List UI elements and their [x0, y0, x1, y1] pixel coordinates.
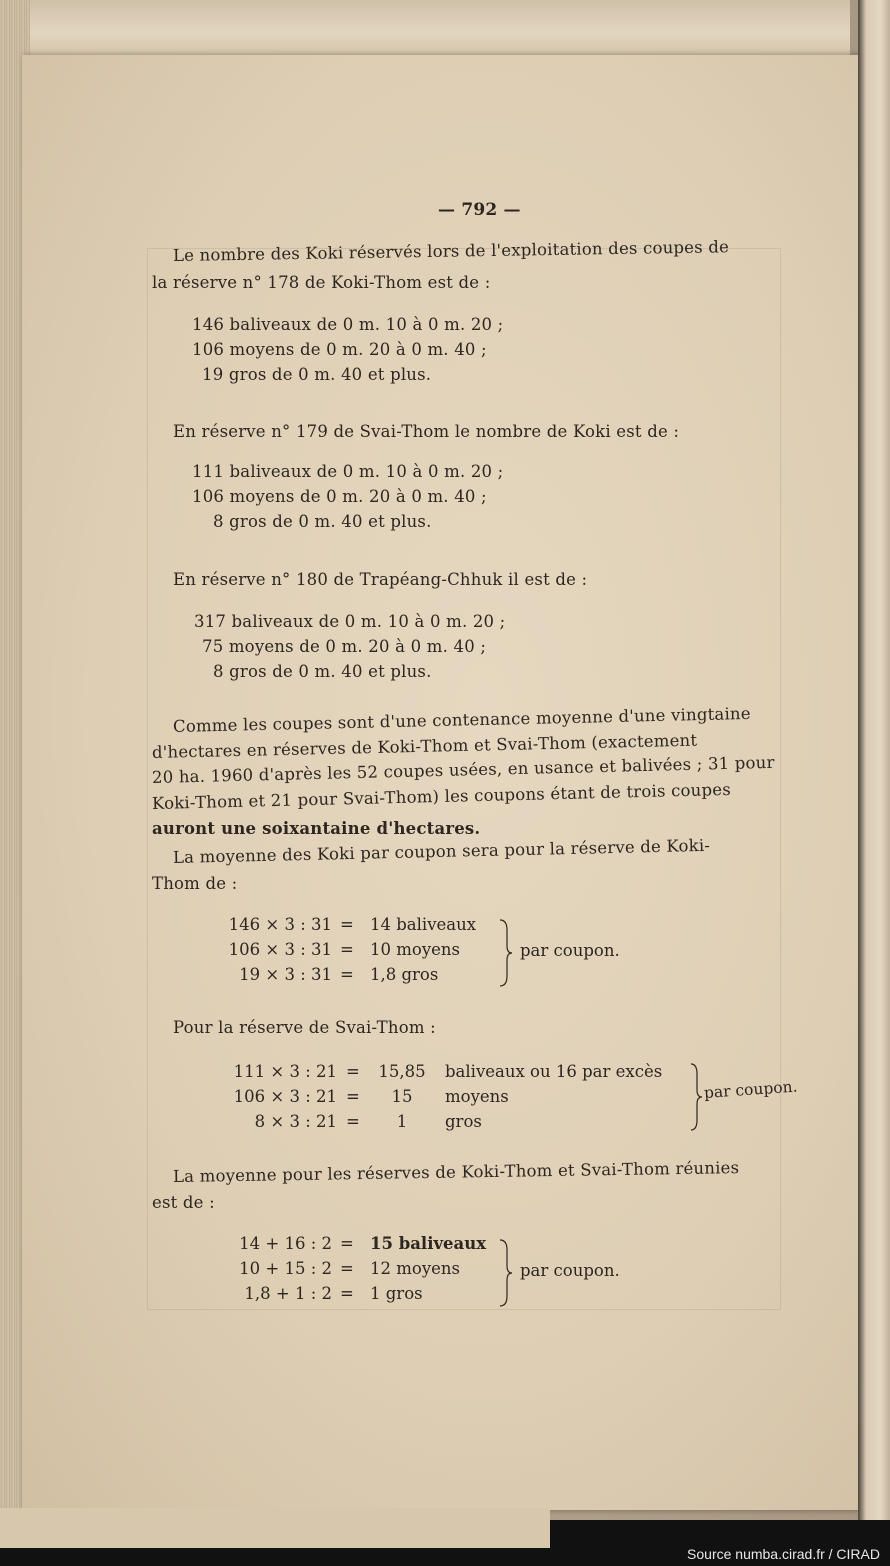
calc-2-expr-2: 106 × 3 : 21: [233, 1087, 337, 1106]
list-3-item-2: 75 moyens de 0 m. 20 à 0 m. 40 ;: [202, 637, 487, 656]
paragraph-5-line-1: La moyenne des Koki par coupon sera pour la réserve de Koki-: [172, 835, 711, 867]
book-top-edge: [0, 0, 850, 55]
calc-3-expr-1: 14 + 16 : 2: [239, 1234, 332, 1253]
brace-icon: [496, 1238, 514, 1308]
calc-2-eq-3: =: [346, 1112, 360, 1131]
calc-3-eq-2: =: [340, 1259, 354, 1278]
list-1-item-2: 106 moyens de 0 m. 20 à 0 m. 40 ;: [192, 340, 487, 359]
calc-1-result-1: 14 baliveaux: [370, 915, 477, 934]
list-3-item-1: 317 baliveaux de 0 m. 10 à 0 m. 20 ;: [194, 612, 506, 631]
calc-1-eq-3: =: [340, 965, 354, 984]
list-2-item-3: 8 gros de 0 m. 40 et plus.: [213, 512, 432, 531]
calc-1-result-3: 1,8 gros: [370, 965, 439, 984]
calc-3-result-1: 15 baliveaux: [370, 1234, 487, 1253]
calc-1-eq-1: =: [340, 915, 354, 934]
calc-1-suffix: par coupon.: [520, 941, 620, 960]
paragraph-5-line-2: Thom de :: [152, 874, 238, 893]
list-1-item-3: 19 gros de 0 m. 40 et plus.: [202, 365, 432, 384]
bottom-page-edge: [0, 1508, 550, 1548]
book-spine-gutter: [858, 0, 890, 1520]
calc-2-expr-3: 8 × 3 : 21: [254, 1112, 337, 1131]
calc-3-result-3: 1 gros: [370, 1284, 423, 1303]
calc-2-value-1: 15,85: [378, 1062, 426, 1081]
list-2-item-1: 111 baliveaux de 0 m. 10 à 0 m. 20 ;: [192, 462, 504, 481]
calc-2-expr-1: 111 × 3 : 21: [233, 1062, 337, 1081]
calc-2-label-2: moyens: [445, 1087, 509, 1106]
calc-1-eq-2: =: [340, 940, 354, 959]
calc-2-eq-1: =: [346, 1062, 360, 1081]
brace-icon: [688, 1062, 704, 1132]
paragraph-2: En réserve n° 179 de Svai-Thom le nombre de Koki est de :: [173, 422, 680, 441]
list-1-item-1: 146 baliveaux de 0 m. 10 à 0 m. 20 ;: [192, 315, 504, 334]
source-credit: Source numba.cirad.fr / CIRAD: [687, 1546, 880, 1562]
paragraph-6: Pour la réserve de Svai-Thom :: [173, 1018, 436, 1037]
calc-2-eq-2: =: [346, 1087, 360, 1106]
calc-1-expr-1: 146 × 3 : 31: [228, 915, 332, 934]
paragraph-4-line-1: Comme les coupes sont d'une contenance moyenne d'une vingtaine: [172, 703, 751, 736]
calc-3-result-2: 12 moyens: [370, 1259, 461, 1278]
calc-2-value-2: 15: [391, 1087, 413, 1106]
paragraph-1-line-1: Le nombre des Koki réservés lors de l'exploitation des coupes de: [172, 237, 730, 265]
calc-2-suffix: par coupon.: [703, 1077, 799, 1102]
paragraph-7-line-1: La moyenne pour les réserves de Koki-Thom et Svai-Thom réunies: [172, 1158, 740, 1186]
list-2-item-2: 106 moyens de 0 m. 20 à 0 m. 40 ;: [192, 487, 487, 506]
paragraph-3: En réserve n° 180 de Trapéang-Chhuk il est de :: [173, 570, 588, 589]
calc-3-eq-3: =: [340, 1284, 354, 1303]
calc-3-expr-3: 1,8 + 1 : 2: [244, 1284, 332, 1303]
calc-3-expr-2: 10 + 15 : 2: [239, 1259, 332, 1278]
calc-2-label-1: baliveaux ou 16 par excès: [445, 1062, 663, 1081]
paragraph-4-line-5: auront une soixantaine d'hectares.: [152, 819, 481, 838]
page-number: — 792 —: [438, 200, 521, 220]
paragraph-4-line-3: 20 ha. 1960 d'après les 52 coupes usées, en usance et balivées ; 31 pour: [151, 752, 775, 787]
paragraph-1-line-2: la réserve n° 178 de Koki-Thom est de :: [152, 273, 491, 292]
paragraph-4-line-4: Koki-Thom et 21 pour Svai-Thom) les coupons étant de trois coupes: [151, 779, 732, 813]
calc-3-eq-1: =: [340, 1234, 354, 1253]
calc-1-expr-3: 19 × 3 : 31: [239, 965, 332, 984]
brace-icon: [496, 918, 514, 988]
paragraph-7-line-2: est de :: [152, 1193, 215, 1212]
calc-2-label-3: gros: [445, 1112, 482, 1131]
calc-1-expr-2: 106 × 3 : 31: [228, 940, 332, 959]
calc-1-result-2: 10 moyens: [370, 940, 461, 959]
calc-2-value-3: 1: [396, 1112, 408, 1131]
paragraph-4-line-2: d'hectares en réserves de Koki-Thom et Svai-Thom (exactement: [151, 730, 698, 762]
calc-3-suffix: par coupon.: [520, 1261, 620, 1280]
list-3-item-3: 8 gros de 0 m. 40 et plus.: [213, 662, 432, 681]
